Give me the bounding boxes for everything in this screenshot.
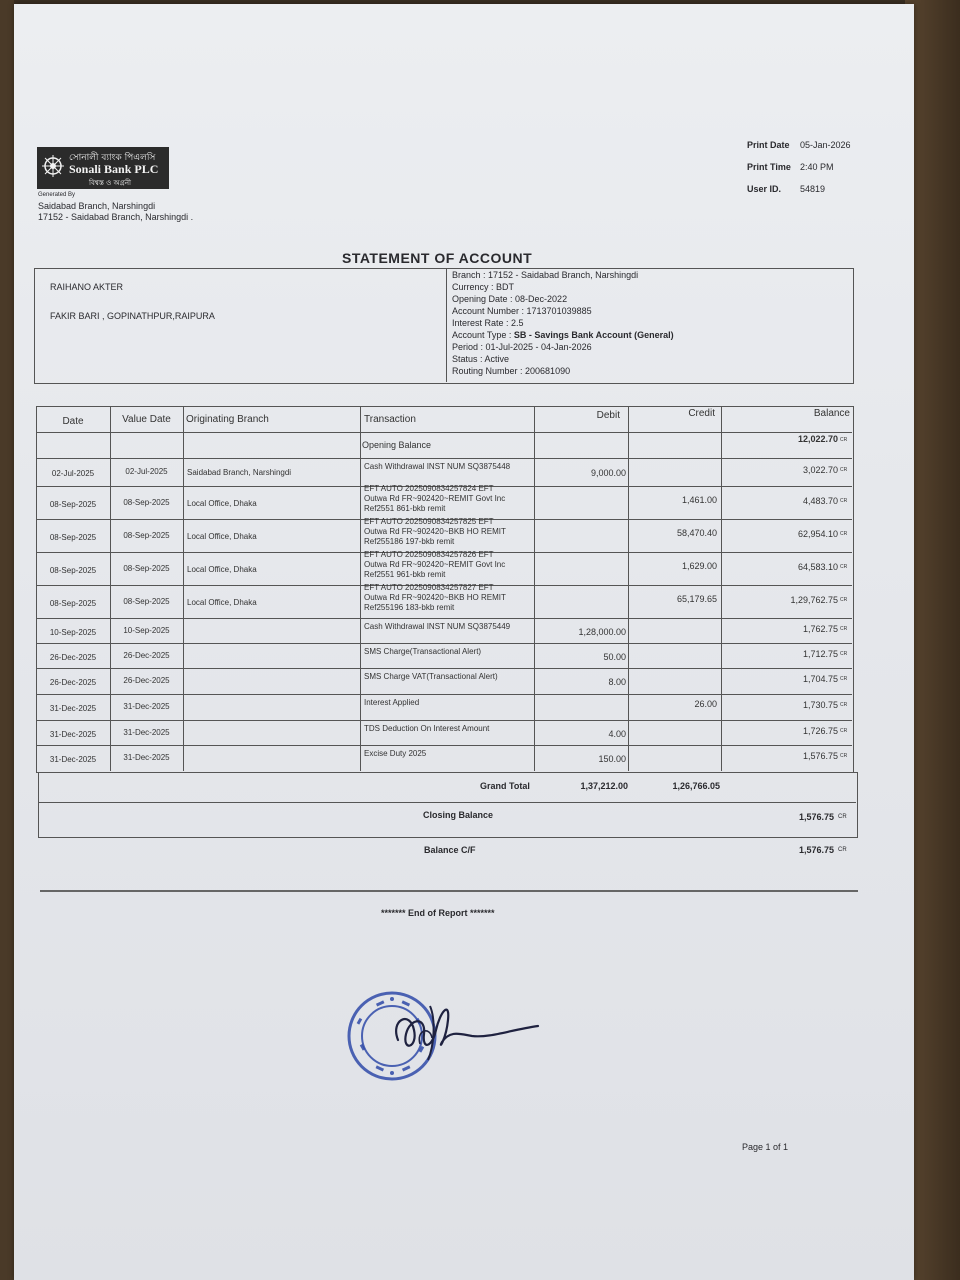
row-transaction-line: SMS Charge VAT(Transactional Alert): [364, 672, 498, 681]
row-balance: 1,730.75: [802, 700, 838, 710]
user-id-label: User ID.: [747, 184, 782, 194]
row-balance-cr: CR: [840, 753, 848, 759]
row-balance: 1,726.75: [802, 725, 838, 736]
column-header: Originating Branch: [186, 414, 269, 425]
column-header: Credit: [688, 408, 715, 419]
table-column-divider: [360, 406, 361, 771]
row-transaction-line: Cash Withdrawal INST NUM SQ3875448: [364, 462, 511, 471]
row-balance: 4,483.70: [802, 495, 838, 506]
row-date: 08-Sep-2025: [49, 598, 97, 608]
account-routing-number: Routing Number : 200681090: [452, 366, 571, 376]
row-debit: 50.00: [603, 651, 626, 662]
table-opening-divider: [36, 458, 852, 459]
bank-tagline: বিশ্বস্ত ও অগ্রনী: [89, 179, 132, 187]
row-transaction-line: TDS Deduction On Interest Amount: [364, 724, 490, 733]
table-column-divider: [183, 406, 184, 771]
row-value-date: 26-Dec-2025: [123, 676, 170, 685]
balance-cf-label: Balance C/F: [424, 845, 476, 855]
user-id: 54819: [800, 184, 826, 194]
row-balance: 1,576.75: [802, 751, 838, 761]
row-debit: 150.00: [598, 754, 626, 764]
end-of-report: ******* End of Report *******: [381, 908, 495, 918]
row-credit: 1,461.00: [681, 494, 717, 505]
row-transaction-line: EFT AUTO 2025090834257827 EFT: [364, 583, 494, 592]
row-value-date: 31-Dec-2025: [123, 753, 170, 762]
row-transaction-line: Excise Duty 2025: [364, 749, 427, 758]
row-transaction-line: Ref2551 961-bkb remit: [364, 570, 446, 579]
row-date: 10-Sep-2025: [49, 627, 97, 637]
table-row-divider: [36, 668, 852, 669]
account-info-divider: [446, 268, 447, 382]
closing-balance-cr: CR: [838, 814, 847, 820]
row-transaction-line: EFT AUTO 2025090834257826 EFT: [364, 550, 494, 559]
row-transaction-line: Interest Applied: [364, 698, 420, 707]
row-balance-cr: CR: [840, 727, 848, 734]
row-value-date: 08-Sep-2025: [123, 596, 170, 606]
column-header: Debit: [596, 410, 620, 421]
table-column-divider: [628, 406, 629, 771]
print-time-label: Print Time: [747, 162, 791, 172]
row-transaction-line: Outwa Rd FR~902420~REMIT Govt Inc: [364, 494, 506, 503]
closing-balance-label: Closing Balance: [423, 810, 494, 820]
row-balance-cr: CR: [840, 596, 848, 603]
row-debit: 8.00: [608, 677, 626, 687]
table-row-divider: [36, 720, 852, 721]
row-balance-cr: CR: [840, 702, 848, 708]
row-date: 31-Dec-2025: [49, 755, 97, 764]
row-transaction-line: EFT AUTO 2025090834257824 EFT: [364, 484, 494, 493]
row-balance-cr: CR: [840, 467, 848, 473]
row-balance: 1,29,762.75: [790, 594, 838, 605]
column-header: Value Date: [122, 414, 171, 425]
row-value-date: 31-Dec-2025: [123, 727, 170, 737]
row-credit: 65,179.65: [676, 593, 717, 604]
account-period: Period : 01-Jul-2025 - 04-Jan-2026: [452, 342, 592, 352]
table-column-divider: [110, 406, 111, 771]
column-header: Date: [62, 416, 84, 427]
footer-rule: [40, 890, 858, 892]
row-value-date: 26-Dec-2025: [123, 650, 170, 660]
account-branch: Branch : 17152 - Saidabad Branch, Narshingdi: [452, 270, 639, 280]
statement-title: STATEMENT OF ACCOUNT: [342, 250, 533, 266]
column-header: Transaction: [364, 414, 416, 425]
row-balance-cr: CR: [840, 625, 848, 632]
bank-logo: [37, 147, 169, 189]
row-credit: 58,470.40: [676, 527, 717, 538]
row-balance-cr: CR: [840, 530, 848, 537]
row-originating-branch: Local Office, Dhaka: [187, 498, 257, 508]
row-balance: 1,704.75: [802, 674, 838, 684]
account-currency: Currency : BDT: [452, 282, 515, 292]
row-balance: 64,583.10: [797, 561, 838, 572]
row-date: 08-Sep-2025: [49, 532, 97, 542]
column-header: Balance: [813, 408, 850, 419]
balance-cf-cr: CR: [838, 847, 847, 853]
page-number: Page 1 of 1: [742, 1142, 789, 1152]
row-balance-cr: CR: [840, 650, 848, 657]
totals-divider: [38, 802, 856, 803]
row-date: 31-Dec-2025: [49, 729, 97, 739]
table-row-divider: [36, 643, 852, 644]
row-credit: 26.00: [694, 699, 717, 709]
grand-total-credit: 1,26,766.05: [672, 781, 720, 791]
row-debit: 9,000.00: [590, 468, 626, 478]
account-type-label: Account Type :: [452, 330, 512, 340]
account-info-box: [34, 268, 854, 384]
print-time: 2:40 PM: [800, 162, 834, 172]
table-column-divider: [721, 406, 722, 771]
grand-total-label: Grand Total: [480, 781, 530, 791]
print-date: 05-Jan-2026: [800, 140, 851, 150]
row-value-date: 02-Jul-2025: [125, 467, 168, 476]
customer-name: RAIHANO AKTER: [50, 282, 124, 292]
row-date: 08-Sep-2025: [49, 565, 97, 575]
row-balance-cr: CR: [840, 497, 848, 504]
row-transaction-line: Outwa Rd FR~902420~REMIT Govt Inc: [364, 560, 506, 569]
generated-by-label: Generated By: [38, 192, 76, 198]
account-interest-rate: Interest Rate : 2.5: [452, 318, 524, 328]
row-date: 26-Dec-2025: [49, 652, 97, 662]
row-balance: 62,954.10: [797, 528, 838, 539]
row-date: 31-Dec-2025: [49, 704, 97, 713]
row-transaction-line: Outwa Rd FR~902420~BKB HO REMIT: [364, 593, 506, 602]
table-row-divider: [36, 694, 852, 695]
row-date: 08-Sep-2025: [49, 499, 97, 509]
balance-cf-value: 1,576.75: [798, 845, 834, 855]
opening-balance-label: Opening Balance: [362, 440, 432, 450]
row-originating-branch: Local Office, Dhaka: [187, 531, 257, 541]
branch-line-2: 17152 - Saidabad Branch, Narshingdi .: [38, 212, 194, 222]
row-transaction-line: SMS Charge(Transactional Alert): [364, 647, 482, 656]
table-column-divider: [534, 406, 535, 771]
print-date-label: Print Date: [747, 140, 790, 150]
row-transaction-line: EFT AUTO 2025090834257825 EFT: [364, 517, 494, 526]
row-date: 26-Dec-2025: [49, 678, 97, 687]
table-row-divider: [36, 745, 852, 746]
row-transaction-line: Ref255196 183-bkb remit: [364, 603, 455, 612]
background-left: [0, 0, 14, 1280]
branch-line-1: Saidabad Branch, Narshingdi: [38, 201, 156, 211]
account-status: Status : Active: [452, 354, 510, 364]
customer-address: FAKIR BARI , GOPINATHPUR,RAIPURA: [50, 311, 215, 321]
row-transaction-line: Outwa Rd FR~902420~BKB HO REMIT: [364, 527, 506, 536]
row-value-date: 08-Sep-2025: [123, 563, 170, 573]
row-originating-branch: Local Office, Dhaka: [187, 564, 257, 574]
row-date: 02-Jul-2025: [51, 469, 95, 478]
row-balance: 1,712.75: [802, 648, 838, 659]
row-balance-cr: CR: [840, 676, 848, 682]
row-debit: 1,28,000.00: [578, 626, 626, 637]
row-debit: 4.00: [608, 728, 626, 739]
row-originating-branch: Saidabad Branch, Narshingdi: [187, 468, 292, 477]
row-transaction-line: Ref255186 197-bkb remit: [364, 537, 455, 546]
row-transaction-line: Ref2551 861-bkb remit: [364, 504, 446, 513]
bank-name: Sonali Bank PLC: [69, 162, 159, 176]
row-balance-cr: CR: [840, 563, 848, 570]
row-credit: 1,629.00: [681, 560, 717, 571]
opening-balance-cr: CR: [840, 437, 848, 443]
closing-balance-value: 1,576.75: [798, 812, 834, 822]
account-type-line: [452, 330, 674, 340]
row-originating-branch: Local Office, Dhaka: [187, 597, 257, 607]
row-value-date: 10-Sep-2025: [123, 625, 170, 635]
bank-name-bangla: সোনালী ব্যাংক পিএলসি: [69, 153, 156, 163]
row-transaction-line: Cash Withdrawal INST NUM SQ3875449: [364, 622, 511, 631]
bank-emblem-icon: [41, 152, 65, 184]
totals-box: [38, 772, 858, 838]
row-balance: 1,762.75: [802, 623, 838, 634]
table-header-divider: [36, 432, 852, 433]
opening-balance-value: 12,022.70: [797, 434, 838, 444]
row-balance: 3,022.70: [802, 465, 838, 475]
grand-total-debit: 1,37,212.00: [580, 781, 628, 791]
row-value-date: 31-Dec-2025: [123, 702, 170, 711]
account-type: SB - Savings Bank Account (General): [513, 330, 674, 340]
table-row-divider: [36, 618, 852, 619]
account-opening-date: Opening Date : 08-Dec-2022: [452, 294, 568, 304]
handwritten-signature: [380, 990, 540, 1070]
row-value-date: 08-Sep-2025: [123, 497, 170, 507]
account-number: Account Number : 1713701039885: [452, 306, 592, 316]
row-value-date: 08-Sep-2025: [123, 530, 170, 540]
